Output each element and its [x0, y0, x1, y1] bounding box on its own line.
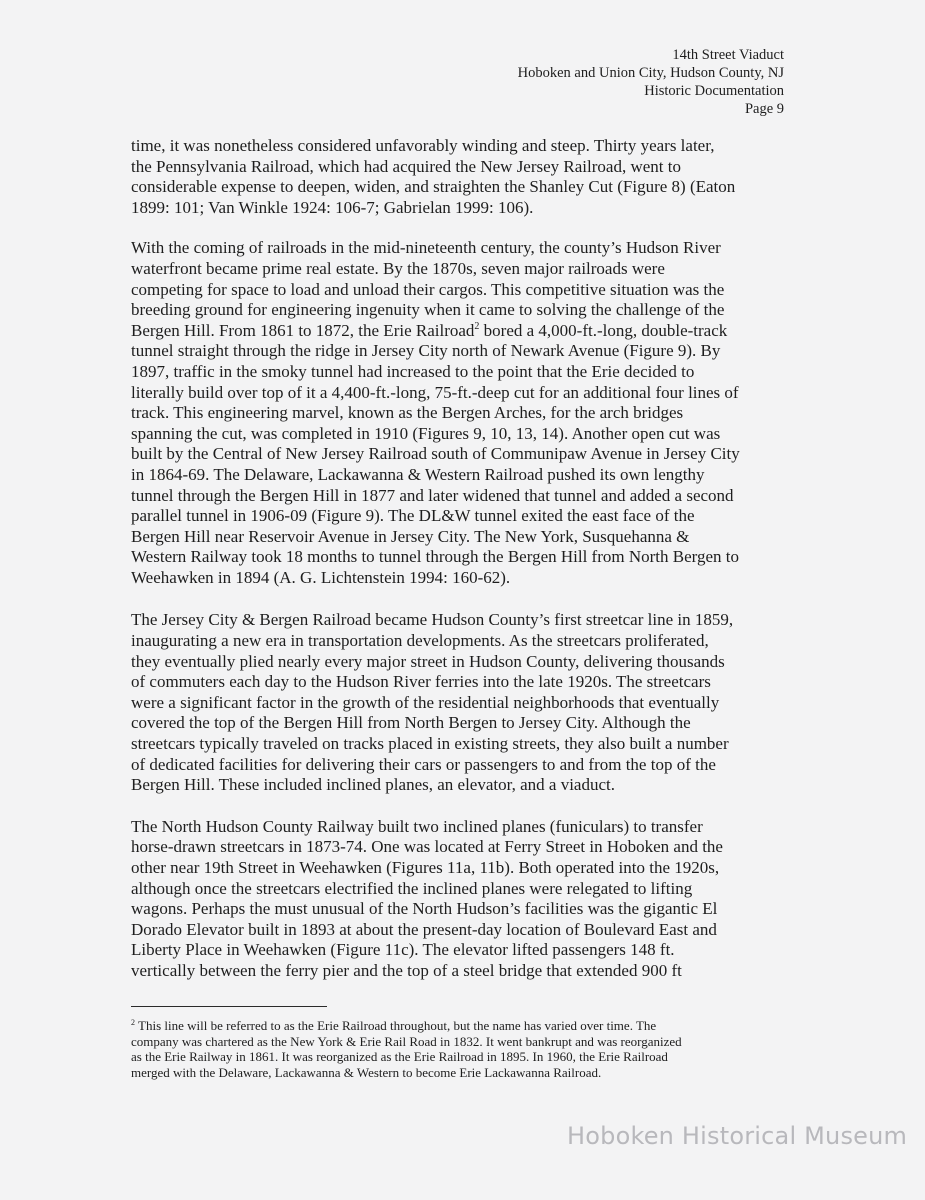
text-line: horse-drawn streetcars in 1873-74. One was located at Ferry Street in Hoboken and the	[131, 837, 723, 857]
paragraph	[131, 817, 789, 982]
text-line: of commuters each day to the Hudson River ferries into the late 1920s. The streetcars	[131, 672, 711, 692]
page-header	[518, 46, 784, 118]
header-location: Hoboken and Union City, Hudson County, NJ	[517, 65, 784, 81]
footnote-line: company was chartered as the New York & Erie Rail Road in 1832. It went bankrupt and was reorganized	[131, 1033, 682, 1049]
text-line: waterfront became prime real estate. By the 1870s, seven major railroads were	[131, 258, 665, 278]
text-line: tunnel straight through the ridge in Jersey City north of Newark Avenue (Figure 9). By	[131, 341, 721, 361]
footnote-line: as the Erie Railway in 1861. It was reorganized as the Erie Railroad in 1895. In 1960, the Erie Railroad	[131, 1049, 668, 1065]
text-line: covered the top of the Bergen Hill from North Bergen to Jersey City. Although the	[131, 713, 691, 733]
paragraph	[131, 136, 789, 218]
text-line: other near 19th Street in Weehawken (Figures 11a, 11b). Both operated into the 1920s,	[131, 858, 720, 877]
paragraph	[131, 238, 789, 588]
paragraph	[131, 610, 789, 795]
text-line: time, it was nonetheless considered unfavorably winding and steep. Thirty years later,	[131, 136, 715, 155]
text-line-with-footnote	[131, 321, 789, 342]
text-line: inaugurating a new era in transportation developments. As the streetcars proliferated,	[131, 631, 709, 651]
text-line: although once the streetcars electrified the inclined planes were relegated to lifting	[131, 878, 693, 898]
text-line: Liberty Place in Weehawken (Figure 11c). The elevator lifted passengers 148 ft.	[131, 940, 675, 960]
text-line: Weehawken in 1894 (A. G. Lichtenstein 1994: 160-62).	[131, 567, 511, 587]
text-line: The North Hudson County Railway built two inclined planes (funiculars) to transfer	[131, 816, 703, 836]
text-line: they eventually plied nearly every major street in Hudson County, delivering thousands	[131, 651, 725, 671]
text-line: Western Railway took 18 months to tunnel through the Bergen Hill from North Bergen to	[131, 547, 740, 567]
text-line: Bergen Hill. These included inclined planes, an elevator, and a viaduct.	[131, 775, 615, 795]
text-line: were a significant factor in the growth of the residential neighborhoods that eventually	[131, 692, 720, 712]
text-line: 1897, traffic in the smoky tunnel had increased to the point that the Erie decided to	[131, 361, 695, 381]
text-line: wagons. Perhaps the must unusual of the North Hudson’s facilities was the gigantic El	[131, 899, 718, 919]
text-line: of dedicated facilities for delivering their cars or passengers to and from the top of the	[131, 754, 716, 774]
watermark: Hoboken Historical Museum	[567, 1122, 908, 1150]
header-doc-type: Historic Documentation	[644, 83, 784, 99]
footnote-divider	[131, 1006, 327, 1007]
text-line: vertically between the ferry pier and the top of a steel bridge that extended 900 ft	[131, 960, 682, 980]
body-text	[131, 136, 789, 1002]
text-line: the Pennsylvania Railroad, which had acquired the New Jersey Railroad, went to	[131, 156, 681, 176]
text-line: in 1864-69. The Delaware, Lackawanna & Western Railroad pushed its own lengthy	[131, 464, 705, 484]
footnote-number: 2	[131, 1018, 135, 1027]
footnote-ref: 2	[474, 320, 480, 332]
text-line: breeding ground for engineering ingenuity when it came to solving the challenge of the	[131, 300, 725, 320]
text-line: With the coming of railroads in the mid-nineteenth century, the county’s Hudson River	[131, 238, 721, 258]
text-line: spanning the cut, was completed in 1910 (Figures 9, 10, 13, 14). Another open cut was	[131, 423, 721, 443]
text-line: 1899: 101; Van Winkle 1924: 106-7; Gabrielan 1999: 106).	[131, 197, 534, 217]
text-line: The Jersey City & Bergen Railroad became Hudson County’s first streetcar line in 1859,	[131, 610, 734, 630]
text-segment: Bergen Hill. From 1861 to 1872, the Erie Railroad	[131, 320, 475, 340]
text-line: track. This engineering marvel, known as the Bergen Arches, for the arch bridges	[131, 403, 684, 423]
text-line: built by the Central of New Jersey Railroad south of Communipaw Avenue in Jersey City	[131, 444, 740, 464]
header-title: 14th Street Viaduct	[672, 47, 784, 63]
text-line: parallel tunnel in 1906-09 (Figure 9). The DL&W tunnel exited the east face of the	[131, 506, 695, 526]
text-line: Bergen Hill near Reservoir Avenue in Jersey City. The New York, Susquehanna &	[131, 526, 690, 546]
footnote-line: merged with the Delaware, Lackawanna & Western to become Erie Lackawanna Railroad.	[131, 1064, 602, 1080]
text-line: competing for space to load and unload their cargos. This competitive situation was the	[131, 279, 725, 299]
text-line: considerable expense to deepen, widen, and straighten the Shanley Cut (Figure 8) (Eaton	[131, 177, 736, 197]
text-line: Dorado Elevator built in 1893 at about the present-day location of Boulevard East and	[131, 919, 717, 939]
text-segment: bored a 4,000-ft.-long, double-track	[479, 320, 728, 340]
footnote-line	[131, 1018, 791, 1034]
footnote	[131, 1018, 791, 1080]
text-line: tunnel through the Bergen Hill in 1877 and later widened that tunnel and added a second	[131, 485, 734, 505]
text-line: literally build over top of it a 4,400-ft.-long, 75-ft.-deep cut for an additional four lines of	[131, 382, 739, 402]
text-segment: This line will be referred to as the Erie Railroad throughout, but the name has varied over time. The	[135, 1018, 657, 1033]
text-line: streetcars typically traveled on tracks placed in existing streets, they also built a number	[131, 734, 729, 754]
header-page-number: Page 9	[744, 101, 784, 117]
